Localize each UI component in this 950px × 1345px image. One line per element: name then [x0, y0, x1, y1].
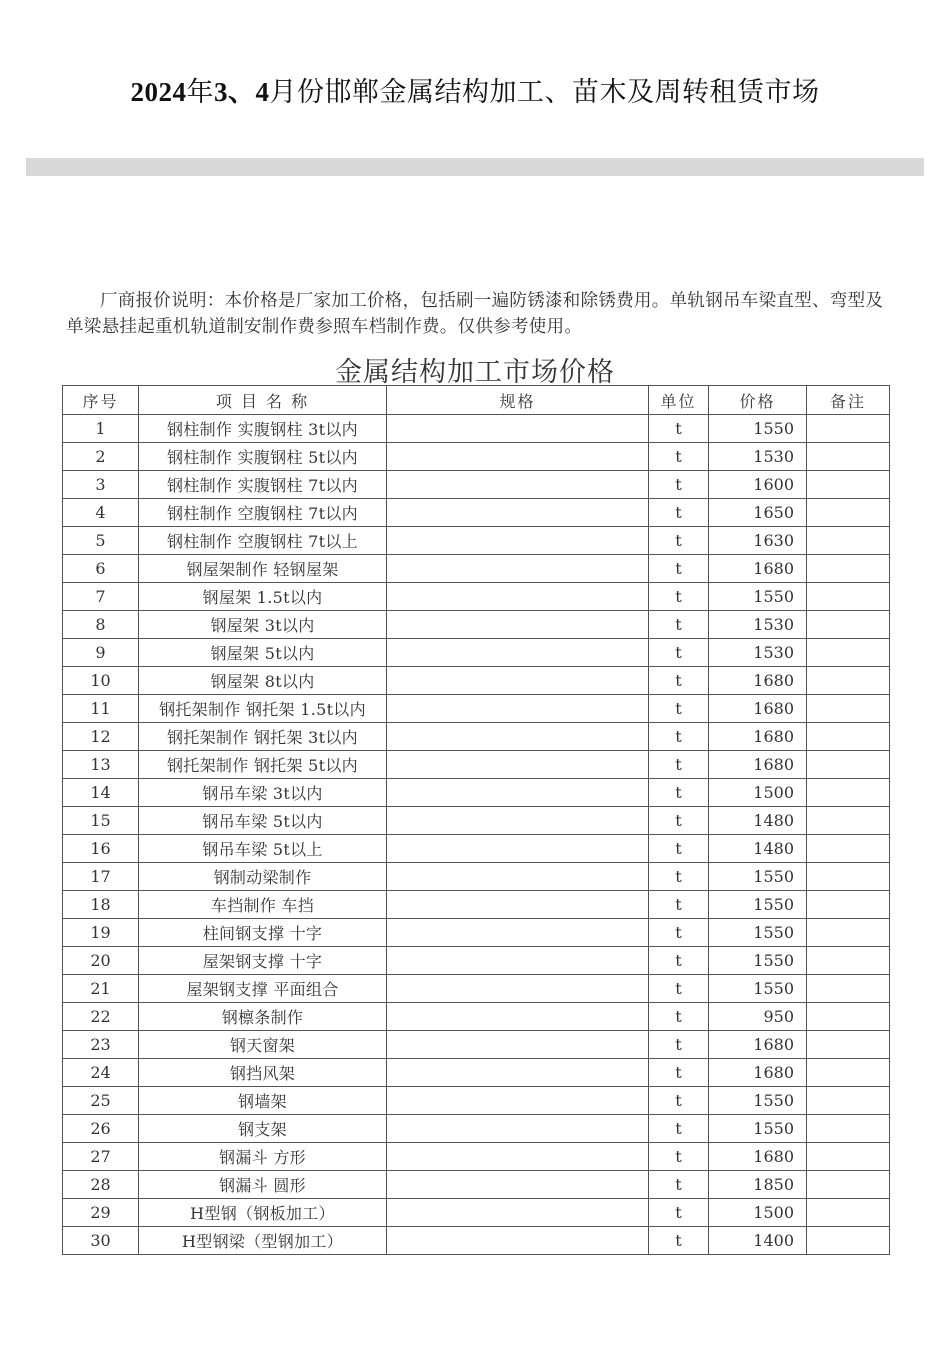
- cell-unit: t: [649, 555, 709, 583]
- page-title: [0, 70, 950, 109]
- table-row: [63, 1087, 890, 1115]
- cell-spec: [387, 1227, 649, 1255]
- cell-remark: [807, 471, 890, 499]
- cell-name: 钢柱制作 实腹钢柱 7t以内: [139, 471, 387, 499]
- table-row: [63, 1199, 890, 1227]
- cell-name: 钢檩条制作: [139, 1003, 387, 1031]
- cell-name: 钢漏斗 圆形: [139, 1171, 387, 1199]
- cell-no: 10: [63, 667, 139, 695]
- cell-price: 1680: [709, 1031, 807, 1059]
- cell-price: 1530: [709, 611, 807, 639]
- cell-remark: [807, 1227, 890, 1255]
- cell-name: 柱间钢支撑 十字: [139, 919, 387, 947]
- cell-remark: [807, 863, 890, 891]
- cell-name: 钢屋架 3t以内: [139, 611, 387, 639]
- cell-spec: [387, 891, 649, 919]
- cell-unit: t: [649, 1031, 709, 1059]
- cell-no: 24: [63, 1059, 139, 1087]
- col-header-spec: 规格: [387, 386, 649, 415]
- table-row: [63, 1059, 890, 1087]
- cell-no: 26: [63, 1115, 139, 1143]
- cell-remark: [807, 807, 890, 835]
- table-row: [63, 779, 890, 807]
- cell-no: 20: [63, 947, 139, 975]
- cell-spec: [387, 835, 649, 863]
- cell-unit: t: [649, 415, 709, 443]
- cell-name: 钢天窗架: [139, 1031, 387, 1059]
- cell-unit: t: [649, 1059, 709, 1087]
- table-row: [63, 807, 890, 835]
- cell-unit: t: [649, 1171, 709, 1199]
- table-row: [63, 835, 890, 863]
- cell-remark: [807, 527, 890, 555]
- table-row: [63, 611, 890, 639]
- cell-spec: [387, 1115, 649, 1143]
- cell-spec: [387, 779, 649, 807]
- cell-spec: [387, 695, 649, 723]
- cell-remark: [807, 779, 890, 807]
- cell-price: 1530: [709, 639, 807, 667]
- cell-unit: t: [649, 583, 709, 611]
- cell-name: 钢吊车梁 3t以内: [139, 779, 387, 807]
- cell-remark: [807, 919, 890, 947]
- table-row: [63, 667, 890, 695]
- col-header-price: 价格: [709, 386, 807, 415]
- cell-no: 27: [63, 1143, 139, 1171]
- cell-price: 1550: [709, 947, 807, 975]
- cell-remark: [807, 1003, 890, 1031]
- cell-spec: [387, 667, 649, 695]
- cell-price: 1680: [709, 667, 807, 695]
- cell-name: H型钢梁（型钢加工）: [139, 1227, 387, 1255]
- col-header-remark: 备注: [807, 386, 890, 415]
- cell-no: 22: [63, 1003, 139, 1031]
- cell-price: 1550: [709, 583, 807, 611]
- cell-spec: [387, 1171, 649, 1199]
- table-row: [63, 639, 890, 667]
- table-row: [63, 723, 890, 751]
- col-header-name: 项 目 名 称: [139, 386, 387, 415]
- cell-spec: [387, 751, 649, 779]
- table-row: [63, 919, 890, 947]
- title-months: 3、4: [214, 77, 270, 107]
- cell-remark: [807, 443, 890, 471]
- cell-no: 30: [63, 1227, 139, 1255]
- cell-name: 钢柱制作 空腹钢柱 7t以内: [139, 499, 387, 527]
- cell-name: 钢吊车梁 5t以上: [139, 835, 387, 863]
- cell-unit: t: [649, 611, 709, 639]
- cell-remark: [807, 975, 890, 1003]
- col-header-no: 序号: [63, 386, 139, 415]
- cell-no: 18: [63, 891, 139, 919]
- cell-spec: [387, 639, 649, 667]
- cell-price: 1530: [709, 443, 807, 471]
- table-row: [63, 863, 890, 891]
- table-row: [63, 947, 890, 975]
- cell-no: 9: [63, 639, 139, 667]
- cell-remark: [807, 835, 890, 863]
- cell-remark: [807, 751, 890, 779]
- cell-price: 1550: [709, 975, 807, 1003]
- cell-remark: [807, 583, 890, 611]
- cell-spec: [387, 499, 649, 527]
- cell-name: 钢托架制作 钢托架 1.5t以内: [139, 695, 387, 723]
- table-row: [63, 975, 890, 1003]
- cell-name: 钢漏斗 方形: [139, 1143, 387, 1171]
- cell-price: 1680: [709, 751, 807, 779]
- table-row: [63, 555, 890, 583]
- cell-remark: [807, 667, 890, 695]
- cell-name: 屋架钢支撑 平面组合: [139, 975, 387, 1003]
- cell-spec: [387, 471, 649, 499]
- cell-spec: [387, 583, 649, 611]
- cell-spec: [387, 863, 649, 891]
- cell-remark: [807, 1087, 890, 1115]
- cell-name: 钢挡风架: [139, 1059, 387, 1087]
- cell-no: 11: [63, 695, 139, 723]
- table-row: [63, 415, 890, 443]
- table-row: [63, 751, 890, 779]
- price-table-container: [62, 385, 890, 1285]
- title-rest: 月份邯郸金属结构加工、苗木及周转租赁市场: [269, 77, 820, 108]
- cell-unit: t: [649, 499, 709, 527]
- cell-spec: [387, 975, 649, 1003]
- cell-no: 28: [63, 1171, 139, 1199]
- cell-remark: [807, 611, 890, 639]
- cell-spec: [387, 919, 649, 947]
- title-year: 2024: [130, 77, 187, 107]
- cell-price: 1550: [709, 919, 807, 947]
- cell-no: 8: [63, 611, 139, 639]
- cell-price: 1480: [709, 835, 807, 863]
- cell-no: 6: [63, 555, 139, 583]
- table-row: [63, 1143, 890, 1171]
- cell-remark: [807, 1031, 890, 1059]
- cell-price: 1850: [709, 1171, 807, 1199]
- cell-spec: [387, 1199, 649, 1227]
- cell-unit: t: [649, 947, 709, 975]
- col-header-unit: 单位: [649, 386, 709, 415]
- table-row: [63, 443, 890, 471]
- cell-price: 1680: [709, 723, 807, 751]
- cell-spec: [387, 1031, 649, 1059]
- cell-no: 19: [63, 919, 139, 947]
- cell-spec: [387, 807, 649, 835]
- cell-name: 钢屋架 5t以内: [139, 639, 387, 667]
- cell-price: 1650: [709, 499, 807, 527]
- cell-no: 4: [63, 499, 139, 527]
- cell-name: 钢柱制作 空腹钢柱 7t以上: [139, 527, 387, 555]
- cell-no: 14: [63, 779, 139, 807]
- cell-no: 5: [63, 527, 139, 555]
- cell-spec: [387, 415, 649, 443]
- cell-remark: [807, 695, 890, 723]
- cell-spec: [387, 555, 649, 583]
- table-row: [63, 695, 890, 723]
- cell-remark: [807, 415, 890, 443]
- cell-spec: [387, 527, 649, 555]
- table-row: [63, 1031, 890, 1059]
- cell-remark: [807, 891, 890, 919]
- cell-no: 29: [63, 1199, 139, 1227]
- price-table: [62, 385, 890, 1255]
- cell-unit: t: [649, 1143, 709, 1171]
- cell-name: 车挡制作 车挡: [139, 891, 387, 919]
- cell-unit: t: [649, 779, 709, 807]
- cell-price: 1680: [709, 695, 807, 723]
- cell-price: 1550: [709, 891, 807, 919]
- cell-price: 1500: [709, 779, 807, 807]
- cell-name: 钢托架制作 钢托架 5t以内: [139, 751, 387, 779]
- cell-unit: t: [649, 1087, 709, 1115]
- table-row: [63, 527, 890, 555]
- cell-price: 1500: [709, 1199, 807, 1227]
- cell-name: 钢屋架制作 轻钢屋架: [139, 555, 387, 583]
- cell-no: 25: [63, 1087, 139, 1115]
- cell-name: 钢制动梁制作: [139, 863, 387, 891]
- cell-unit: t: [649, 1115, 709, 1143]
- cell-spec: [387, 611, 649, 639]
- cell-no: 12: [63, 723, 139, 751]
- divider-bar: [26, 158, 924, 176]
- cell-price: 1680: [709, 555, 807, 583]
- cell-no: 17: [63, 863, 139, 891]
- cell-spec: [387, 947, 649, 975]
- cell-remark: [807, 499, 890, 527]
- cell-unit: t: [649, 527, 709, 555]
- cell-unit: t: [649, 863, 709, 891]
- cell-unit: t: [649, 975, 709, 1003]
- cell-name: 钢屋架 1.5t以内: [139, 583, 387, 611]
- cell-unit: t: [649, 835, 709, 863]
- cell-unit: t: [649, 891, 709, 919]
- cell-no: 1: [63, 415, 139, 443]
- cell-no: 3: [63, 471, 139, 499]
- cell-unit: t: [649, 1227, 709, 1255]
- cell-unit: t: [649, 639, 709, 667]
- cell-price: 1480: [709, 807, 807, 835]
- cell-remark: [807, 555, 890, 583]
- cell-price: 1680: [709, 1143, 807, 1171]
- table-header-row: [63, 386, 890, 415]
- cell-no: 23: [63, 1031, 139, 1059]
- cell-spec: [387, 1003, 649, 1031]
- cell-price: 1550: [709, 863, 807, 891]
- cell-price: 950: [709, 1003, 807, 1031]
- table-row: [63, 1227, 890, 1255]
- table-body: [63, 415, 890, 1255]
- table-row: [63, 1003, 890, 1031]
- cell-unit: t: [649, 443, 709, 471]
- table-row: [63, 1171, 890, 1199]
- cell-price: 1600: [709, 471, 807, 499]
- table-row: [63, 891, 890, 919]
- cell-unit: t: [649, 919, 709, 947]
- table-row: [63, 1115, 890, 1143]
- cell-no: 15: [63, 807, 139, 835]
- cell-remark: [807, 947, 890, 975]
- cell-remark: [807, 1059, 890, 1087]
- cell-no: 16: [63, 835, 139, 863]
- cell-no: 21: [63, 975, 139, 1003]
- cell-no: 7: [63, 583, 139, 611]
- cell-unit: t: [649, 1003, 709, 1031]
- cell-spec: [387, 723, 649, 751]
- cell-name: 钢吊车梁 5t以内: [139, 807, 387, 835]
- cell-remark: [807, 639, 890, 667]
- cell-remark: [807, 1171, 890, 1199]
- cell-name: 屋架钢支撑 十字: [139, 947, 387, 975]
- table-title: 金属结构加工市场价格: [335, 357, 615, 388]
- cell-unit: t: [649, 751, 709, 779]
- cell-no: 2: [63, 443, 139, 471]
- cell-price: 1550: [709, 415, 807, 443]
- table-row: [63, 471, 890, 499]
- cell-name: 钢支架: [139, 1115, 387, 1143]
- cell-unit: t: [649, 471, 709, 499]
- cell-no: 13: [63, 751, 139, 779]
- cell-price: 1550: [709, 1087, 807, 1115]
- cell-remark: [807, 723, 890, 751]
- cell-spec: [387, 1087, 649, 1115]
- cell-spec: [387, 443, 649, 471]
- cell-name: 钢墙架: [139, 1087, 387, 1115]
- cell-unit: t: [649, 723, 709, 751]
- table-row: [63, 499, 890, 527]
- cell-name: 钢托架制作 钢托架 3t以内: [139, 723, 387, 751]
- cell-name: 钢柱制作 实腹钢柱 5t以内: [139, 443, 387, 471]
- cell-unit: t: [649, 807, 709, 835]
- cell-price: 1680: [709, 1059, 807, 1087]
- table-row: [63, 583, 890, 611]
- cell-spec: [387, 1143, 649, 1171]
- cell-remark: [807, 1115, 890, 1143]
- price-note: 厂商报价说明：本价格是厂家加工价格，包括刷一遍防锈漆和除锈费用。单轨钢吊车梁直型、弯型及单梁悬挂起重机轨道制安制作费参照车档制作费。仅供参考使用。: [66, 291, 884, 337]
- cell-price: 1630: [709, 527, 807, 555]
- cell-unit: t: [649, 1199, 709, 1227]
- cell-price: 1550: [709, 1115, 807, 1143]
- title-year-suffix: 年: [186, 77, 214, 108]
- cell-unit: t: [649, 667, 709, 695]
- cell-remark: [807, 1143, 890, 1171]
- cell-unit: t: [649, 695, 709, 723]
- cell-price: 1400: [709, 1227, 807, 1255]
- cell-name: 钢柱制作 实腹钢柱 3t以内: [139, 415, 387, 443]
- cell-name: H型钢（钢板加工）: [139, 1199, 387, 1227]
- cell-remark: [807, 1199, 890, 1227]
- cell-spec: [387, 1059, 649, 1087]
- cell-name: 钢屋架 8t以内: [139, 667, 387, 695]
